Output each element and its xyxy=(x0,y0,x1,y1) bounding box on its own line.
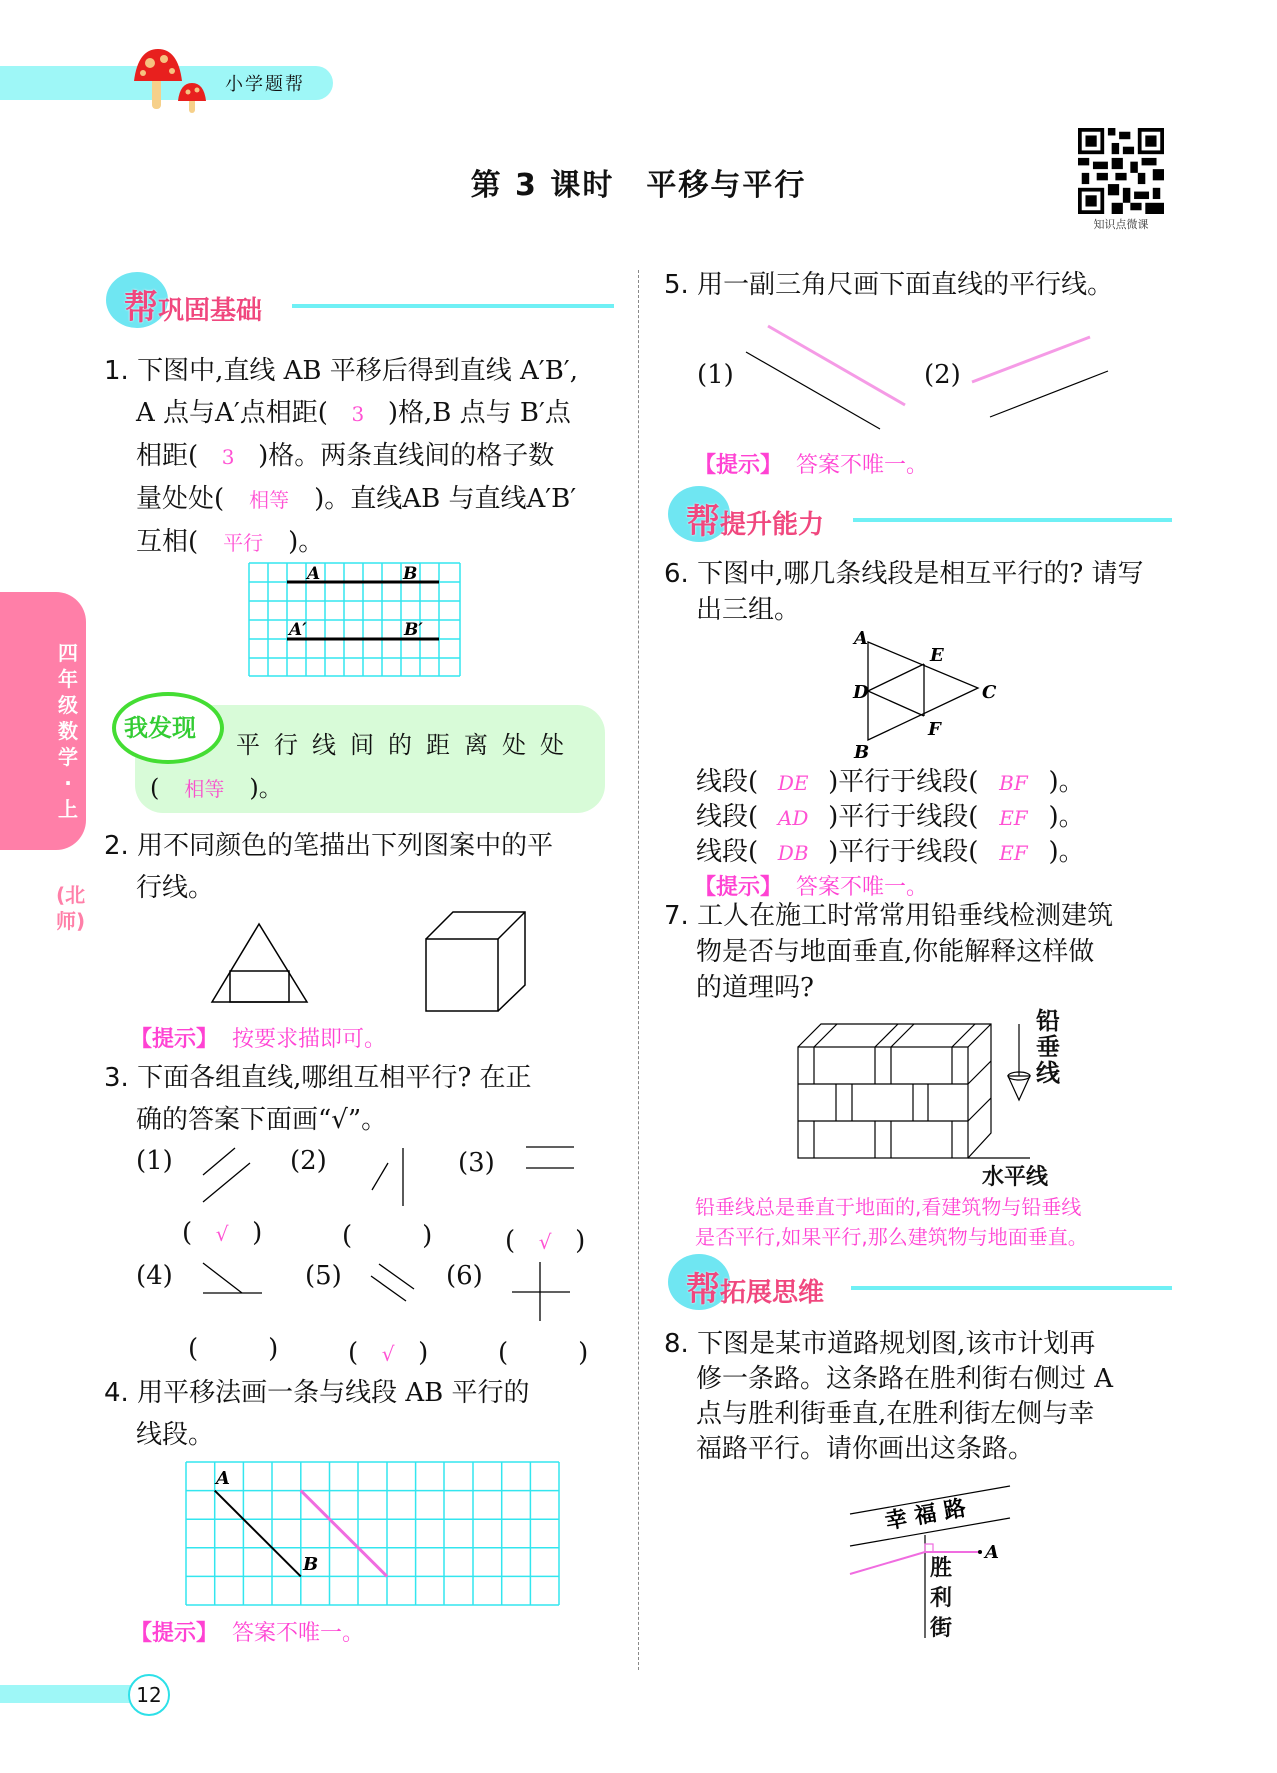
point-label-a: A xyxy=(307,564,321,584)
section-header-improve xyxy=(668,486,1172,546)
question-7 xyxy=(664,898,1184,1006)
q6-text: )平行于线段( xyxy=(828,802,979,832)
q1-text: A 点与A′点相距( xyxy=(136,398,328,428)
point-label-b: B xyxy=(854,742,870,763)
q6-text: 下图中,哪几条线段是相互平行的? 请写 xyxy=(697,559,1144,589)
qr-caption: 知识点微课 xyxy=(1093,218,1149,231)
q1-text: 互相( xyxy=(136,527,199,557)
q7-text: 的道理吗? xyxy=(696,973,814,1003)
hint-label: 【提示】 xyxy=(694,875,783,900)
answer-blank[interactable]: EF xyxy=(999,806,1028,830)
point-label-a-prime: A′ xyxy=(289,620,307,640)
q6-pair xyxy=(696,765,1085,800)
answer-blank[interactable]: 平行 xyxy=(223,531,264,555)
answer-blank[interactable]: EF xyxy=(999,841,1028,865)
question-number: 3. xyxy=(104,1063,129,1093)
road-label-shengli: 胜利街 xyxy=(930,1556,953,1641)
footer-band xyxy=(0,1685,140,1703)
q6-text: 出三组。 xyxy=(696,595,801,625)
q3-text: 确的答案下面画“√”。 xyxy=(136,1105,388,1135)
q5-text: 用一副三角尺画下面直线的平行线。 xyxy=(697,270,1114,300)
answer-blank[interactable]: 3 xyxy=(351,402,365,426)
question-number: 2. xyxy=(104,831,129,861)
question-number: 6. xyxy=(664,559,689,589)
paren-close: )。 xyxy=(249,774,283,802)
section-mark: 帮 xyxy=(124,288,158,328)
question-number: 4. xyxy=(104,1378,129,1408)
hint-text: 答案不唯一。 xyxy=(796,453,929,478)
q6-text: )平行于线段( xyxy=(828,837,979,867)
hint-text: 按要求描即可。 xyxy=(232,1027,387,1052)
q6-pair xyxy=(696,835,1085,870)
q5-label-2: (2) xyxy=(924,360,961,390)
q3-answer-5[interactable]: ( √ ) xyxy=(348,1332,428,1375)
check-mark: √ xyxy=(215,1222,229,1246)
lesson-number: 第 3 课时 xyxy=(470,168,615,203)
answer-blank[interactable]: 相等 xyxy=(249,488,290,512)
paren-open: ( xyxy=(150,774,160,802)
q5-label-1: (1) xyxy=(697,360,734,390)
q3-answer-3[interactable]: ( √ ) xyxy=(505,1220,585,1263)
hint-label: 【提示】 xyxy=(130,1027,219,1052)
q8-text: 福路平行。请你画出这条路。 xyxy=(696,1434,1035,1464)
q8-text: 点与胜利街垂直,在胜利街左侧与幸 xyxy=(696,1399,1095,1429)
question-number: 1. xyxy=(104,356,129,386)
q3-answer-4[interactable]: ( ) xyxy=(188,1334,279,1364)
answer-blank[interactable]: DB xyxy=(777,841,809,865)
hint-label: 【提示】 xyxy=(694,453,783,478)
q1-text: 下图中,直线 AB 平移后得到直线 A′B′, xyxy=(137,356,578,386)
q8-text: 修一条路。这条路在胜利街右侧过 A xyxy=(696,1364,1114,1394)
q3-answer-2[interactable]: ( ) xyxy=(342,1221,433,1251)
hint-text: 答案不唯一。 xyxy=(796,875,929,900)
section-mark: 帮 xyxy=(686,1270,720,1310)
q6-answers xyxy=(696,765,1085,870)
horizontal-line-label: 水平线 xyxy=(982,1165,1049,1190)
point-label-a: A xyxy=(854,628,868,649)
section-label: 巩固基础 xyxy=(158,296,263,326)
check-mark: √ xyxy=(381,1342,395,1366)
answer-blank[interactable]: AD xyxy=(777,806,809,830)
question-8 xyxy=(664,1327,1184,1467)
q3-label-5: (5) xyxy=(305,1261,342,1291)
q3-text: 下面各组直线,哪组互相平行? 在正 xyxy=(137,1063,532,1093)
point-label-f: F xyxy=(928,719,941,740)
q7-answer xyxy=(695,1192,1088,1252)
section-header-extend xyxy=(668,1254,1172,1314)
question-number: 5. xyxy=(664,270,689,300)
q6-text: 线段( xyxy=(696,837,759,867)
q6-text: 线段( xyxy=(696,767,759,797)
section-label: 提升能力 xyxy=(720,510,825,540)
q3-label-4: (4) xyxy=(136,1261,173,1291)
answer-blank[interactable]: BF xyxy=(999,771,1028,795)
edition-label: (北师) xyxy=(56,883,86,933)
q1-text: )格。两条直线间的格子数 xyxy=(258,441,555,471)
q2-text: 用不同颜色的笔描出下列图案中的平 xyxy=(137,831,554,861)
q6-triangle-figure xyxy=(850,628,1010,763)
q3-label-3: (3) xyxy=(458,1148,495,1178)
plumb-line-label: 铅垂线 xyxy=(1036,1007,1060,1087)
q1-text: )。直线AB 与直线A′B′ xyxy=(314,484,577,514)
question-6 xyxy=(664,553,1184,631)
q3-label-6: (6) xyxy=(446,1261,483,1291)
q2-text: 行线。 xyxy=(136,873,215,903)
q6-text: )。 xyxy=(1048,837,1085,867)
q3-answer-6[interactable]: ( ) xyxy=(498,1338,589,1368)
answer-text: 铅垂线总是垂直于地面的,看建筑物与铅垂线 xyxy=(695,1195,1082,1219)
check-mark: √ xyxy=(538,1230,552,1254)
section-rule xyxy=(853,518,1172,522)
point-label-b-prime: B′ xyxy=(404,620,423,640)
point-label-b: B xyxy=(403,564,418,584)
discover-text: 平行线间的距离处处 xyxy=(236,731,578,759)
brand-name: 小学题帮 xyxy=(225,74,305,95)
q4-hint xyxy=(130,1616,364,1647)
answer-blank[interactable]: 3 xyxy=(221,445,235,469)
question-4 xyxy=(104,1372,624,1456)
point-label-a: A xyxy=(216,1468,230,1489)
q1-text: )。 xyxy=(288,527,325,557)
answer-text: 是否平行,如果平行,那么建筑物与地面垂直。 xyxy=(695,1225,1088,1249)
point-label-c: C xyxy=(982,682,997,703)
section-mark: 帮 xyxy=(686,502,720,542)
q5-figures xyxy=(0,0,1277,500)
point-label-a: A xyxy=(985,1542,999,1563)
question-number: 8. xyxy=(664,1329,689,1359)
answer-blank[interactable]: DE xyxy=(777,771,809,795)
q3-answer-1[interactable]: ( √ ) xyxy=(182,1212,262,1255)
lesson-title: 平移与平行 xyxy=(646,168,807,203)
q6-text: )。 xyxy=(1048,802,1085,832)
q1-text: )格,B 点与 B′点 xyxy=(387,398,571,428)
q7-text: 物是否与地面垂直,你能解释这样做 xyxy=(696,937,1095,967)
page-number: 12 xyxy=(128,1674,170,1716)
hint-text: 答案不唯一。 xyxy=(232,1621,365,1646)
q6-text: )。 xyxy=(1048,767,1085,797)
q4-text: 线段。 xyxy=(136,1420,215,1450)
hint-label: 【提示】 xyxy=(130,1621,219,1646)
question-number: 7. xyxy=(664,901,689,931)
point-label-d: D xyxy=(853,682,869,703)
point-label-b: B xyxy=(303,1554,319,1575)
q6-text: )平行于线段( xyxy=(828,767,979,797)
q1-text: 相距( xyxy=(136,441,199,471)
q6-pair xyxy=(696,800,1085,835)
q5-hint xyxy=(694,448,928,479)
q3-label-1: (1) xyxy=(136,1146,173,1176)
discover-badge-label: 我发现 xyxy=(124,714,196,742)
point-label-e: E xyxy=(930,645,944,666)
q7-text: 工人在施工时常常用铅垂线检测建筑 xyxy=(697,901,1114,931)
q4-grid-figure xyxy=(186,1462,560,1606)
q6-text: 线段( xyxy=(696,802,759,832)
answer-blank[interactable]: 相等 xyxy=(184,777,225,801)
section-rule xyxy=(851,1286,1172,1290)
q6-hint xyxy=(694,870,928,901)
q3-label-2: (2) xyxy=(290,1146,327,1176)
q8-text: 下图是某市道路规划图,该市计划再 xyxy=(697,1329,1096,1359)
grade-subject-label: 四年级数学·上 xyxy=(58,641,78,821)
q1-text: 量处处( xyxy=(136,484,225,514)
q4-text: 用平移法画一条与线段 AB 平行的 xyxy=(137,1378,530,1408)
section-label: 拓展思维 xyxy=(720,1278,825,1308)
road-label-xingfu: 幸 福 路 xyxy=(883,1496,968,1535)
